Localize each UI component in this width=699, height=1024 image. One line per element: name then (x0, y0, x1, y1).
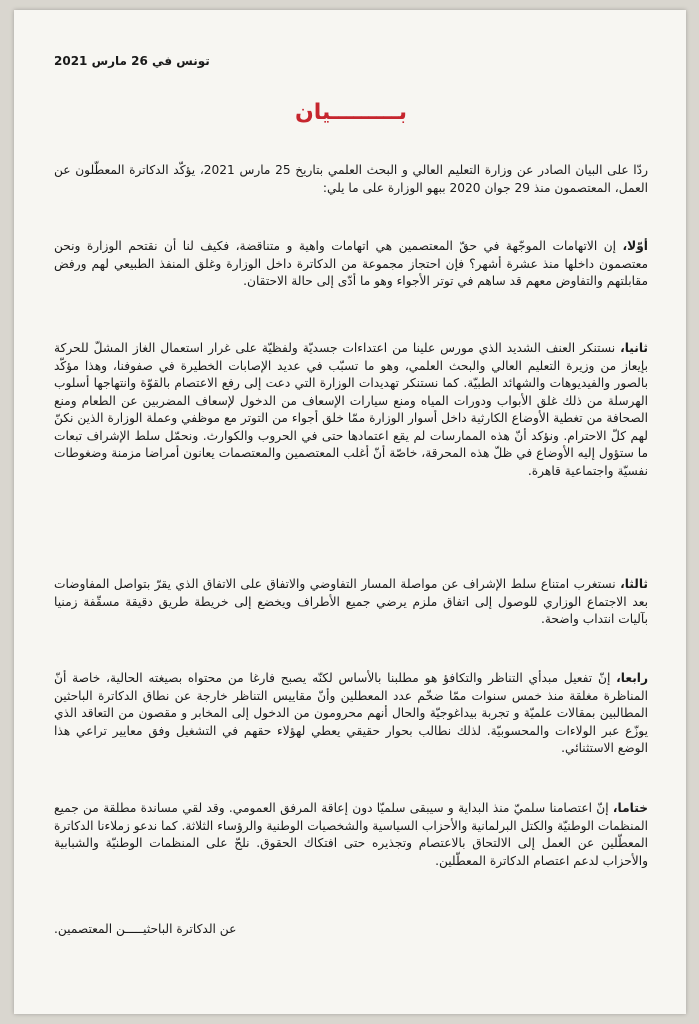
point-text: نستغرب امتناع سلط الإشراف عن مواصلة المسار التفاوضي والاتفاق على الاتفاق الذي يقرّ بتواصل المفاوضات بعد الاجتماع الوزاري للوصول إلى اتفاق ملزم يرضي جميع الأطراف ويخضع إلى خريطة طريق دقيقة مسقّفة زمنيا بآليات انتداب واضحة. (54, 577, 648, 626)
document-page (14, 10, 686, 1014)
point-text: إنّ اعتصامنا سلميّ منذ البداية و سيبقى سلميّا دون إعاقة المرفق العمومي. وقد لقي مساندة مطلقة من جميع المنظمات الوطنيّة والكتل البرلمانية والأحزاب السياسية والشخصيات الوطنية والرؤساء الثلاثة. كما ندعو زملاءنا الدكاترة المعطّلين عن العمل إلى الالتحاق بالاعتصام وتجذيره حتى افتكاك الحقوق. نلحّ على المنظمات الوطنيّة والشبابية والأحزاب لدعم اعتصام الدكاترة المعطّلين. (54, 801, 648, 868)
paragraph-point-4 (54, 670, 648, 758)
point-text: نستنكر العنف الشديد الذي مورس علينا من اعتداءات جسديّة ولفظيّة على غرار استعمال الغاز المشلّ للحركة بإيعاز من وزيرة التعليم العالي والبحث العلمي، وهو ما تسبّب في عديد الإصابات الخطيرة في صفوفنا، وهذا مؤكّد بالصور والفيديوهات والشهائد الطبيّة. كما نستنكر تهديدات الوزارة التي دعت إلى رفع الاعتصام بالقوّة وانتهاجها أسلوب الهرسلة من ذلك غلق الأبواب ودورات المياه ومنع سيارات الإسعاف من الدخول لإسعاف المضربين عن الطعام ومنع الصحافة من تغطية الأوضاع الكارثية داخل أسوار الوزارة ممّا خلق أجواء من التوتر مع موظفي وعملة الوزارة الذين نكنّ لهم كلّ الاحترام. ونؤكد أنّ هذه الممارسات لم يقع اعتمادها حتى في الحروب والكوارث. ونحمّل سلط الإشراف تبعات ما ستؤول إليه الأوضاع في ظلّ هذه المحرقة، خاصّة أنّ أغلب المعتصمين والمعتصمات يعانون أمراضا مزمنة وضغوطات نفسيّة واجتماعية قاهرة. (54, 341, 648, 478)
point-label: ثانيا، (620, 341, 648, 355)
document-title: بـــــــــيان (295, 100, 407, 125)
document-body (54, 10, 648, 1014)
paragraph-point-1 (54, 238, 648, 291)
point-label: أوّلا، (622, 239, 648, 253)
point-label: ثالثا، (620, 577, 648, 591)
intro-paragraph: ردّا على البيان الصادر عن وزارة التعليم العالي و البحث العلمي بتاريخ 25 مارس 2021، يؤكّد الدكاترة المعطّلون عن العمل، المعتصمون منذ 29 جوان 2020 ببهو الوزارة على ما يلي: (54, 163, 648, 195)
paragraph-point-5 (54, 800, 648, 870)
document-date: تونس في 26 مارس 2021 (54, 54, 210, 68)
point-text: إنّ تفعيل مبدأي التناظر والتكافؤ هو مطلبنا بالأساس لكنّه يصبح فارغا من محتواه بصيغته الحالية، خاصة أنّ المناظرة مغلقة منذ خمس سنوات ممّا ضخّم عدد المعطلين وأنّ مقاييس التناظر خارجة عن نطاق الدكاترة الباحثين المطالبين بمقالات علميّة و تجربة بيداغوجيّة والحال أنهم محرومون من الدخول إلى المخابر و مقصون من التعاقد الذي يوزّع عبر الولاءات والمحسوبيّة. لذلك نطالب بحوار حقيقي يعطي لهؤلاء حقهم في التشغيل وفق معايير تراعي هذا الوضع الاستثنائي. (54, 671, 648, 755)
point-text: إن الاتهامات الموجّهة في حقّ المعتصمين هي اتهامات واهية و متناقضة، فكيف لنا أن نقتحم الوزارة ونحن معتصمون داخلها منذ عشرة أشهر؟ فإن احتجاز مجموعة من الدكاترة داخل الوزارة وغلق المنفذ الطبيعي لهم ورفض مقابلتهم والتفاوض معهم قد ساهم في توتر الأجواء وهو ما أدّى إلى حالة الاحتقان. (54, 239, 648, 288)
signature: عن الدكاترة الباحثيـــــن المعتصمين. (54, 922, 237, 936)
point-label: ختاما، (612, 801, 648, 815)
paragraph-point-3 (54, 576, 648, 629)
paragraph-point-2 (54, 340, 648, 480)
point-label: رابعا، (616, 671, 648, 685)
